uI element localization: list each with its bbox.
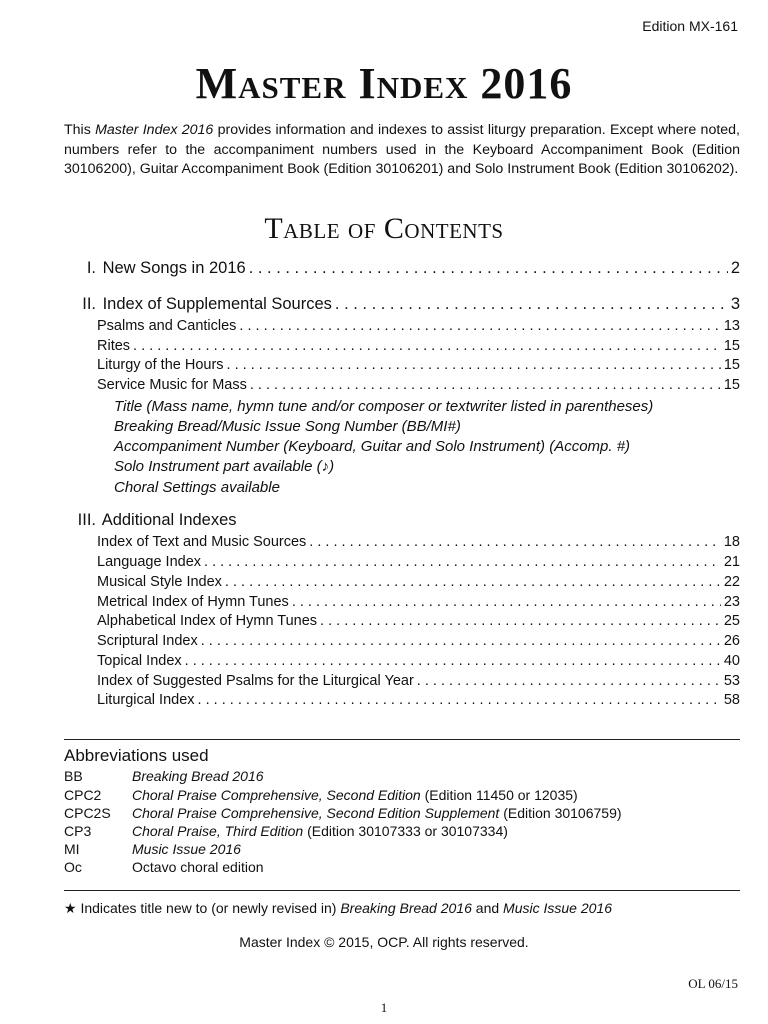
toc-entry-rites[interactable] bbox=[97, 338, 740, 354]
abbreviation-title: Breaking Bread 2016 bbox=[132, 768, 264, 784]
toc-entry-label: Alphabetical Index of Hymn Tunes bbox=[97, 613, 318, 629]
intro-text-2: provides information and indexes to assist liturgy preparation. Except where noted, numbers refer to the accompaniment numbers used in the Keyboard Accompaniment Book (Edition 30106200), Guitar Accompaniment Book (Edition 30106201) and Solo Instrument Book (Edition 30106202). bbox=[64, 122, 741, 178]
divider-top bbox=[64, 739, 740, 740]
abbreviation-desc bbox=[132, 841, 241, 857]
abbreviation-desc bbox=[132, 859, 264, 875]
section-label: New Songs in 2016 bbox=[102, 259, 246, 277]
section-number: II. bbox=[82, 295, 96, 313]
leader-dots bbox=[309, 534, 721, 550]
abbreviation-title: Music Issue 2016 bbox=[132, 841, 241, 857]
section-number: I. bbox=[86, 259, 96, 277]
toc-entry-liturgical-index[interactable] bbox=[97, 692, 740, 708]
page-ref: 3 bbox=[730, 295, 740, 313]
toc-entry-service-music[interactable] bbox=[97, 377, 740, 393]
abbreviation-row bbox=[64, 823, 508, 839]
section-label: Additional Indexes bbox=[101, 511, 237, 529]
toc-entry-alphabetical-hymn-tunes[interactable] bbox=[97, 613, 740, 629]
service-music-note-choral: Choral Settings available bbox=[114, 479, 280, 496]
page-ref: 40 bbox=[723, 653, 740, 669]
footnote-text-1: Indicates title new to (or newly revised in) bbox=[76, 900, 341, 916]
page-ref: 23 bbox=[723, 594, 740, 610]
toc-entry-suggested-psalms[interactable] bbox=[97, 673, 740, 689]
leader-dots bbox=[185, 653, 721, 669]
abbreviation-desc bbox=[132, 768, 264, 784]
new-title-footnote bbox=[64, 900, 612, 917]
toc-entry-label: Language Index bbox=[97, 554, 202, 570]
toc-entry-metrical-index[interactable] bbox=[97, 594, 740, 610]
leader-dots bbox=[250, 377, 721, 393]
service-music-note-accompaniment: Accompaniment Number (Keyboard, Guitar and Solo Instrument) (Accomp. #) bbox=[114, 438, 631, 455]
toc-entry-label: Liturgical Index bbox=[97, 692, 195, 708]
abbreviation-row bbox=[64, 859, 264, 875]
abbreviation-desc bbox=[132, 823, 508, 839]
toc-entry-label: Index of Suggested Psalms for the Liturgical Year bbox=[97, 673, 414, 689]
leader-dots bbox=[225, 574, 721, 590]
abbreviation-row bbox=[64, 768, 264, 784]
abbreviation-code: CP3 bbox=[64, 823, 92, 839]
page-number: 1 bbox=[380, 1000, 388, 1015]
section-label: Index of Supplemental Sources bbox=[102, 295, 332, 313]
leader-dots bbox=[335, 295, 728, 314]
abbreviation-extra: Octavo choral edition bbox=[132, 859, 264, 875]
page-ref: 22 bbox=[723, 574, 740, 590]
leader-dots bbox=[133, 338, 721, 354]
page-ref: 21 bbox=[723, 554, 740, 570]
toc-entry-label: Scriptural Index bbox=[97, 633, 198, 649]
abbreviation-code: Oc bbox=[64, 859, 82, 875]
intro-italic-title: Master Index 2016 bbox=[95, 122, 214, 138]
toc-entry-label: Metrical Index of Hymn Tunes bbox=[97, 594, 289, 610]
abbreviation-title: Choral Praise Comprehensive, Second Edition bbox=[132, 787, 421, 803]
leader-dots bbox=[320, 613, 721, 629]
toc-entry-label: Musical Style Index bbox=[97, 574, 222, 590]
divider-bottom bbox=[64, 890, 740, 891]
copyright-notice: Master Index © 2015, OCP. All rights reserved. bbox=[239, 934, 529, 950]
abbreviation-title: Choral Praise Comprehensive, Second Edition Supplement bbox=[132, 805, 500, 821]
leader-dots bbox=[204, 554, 721, 570]
footnote-text-2: and bbox=[471, 900, 504, 916]
footnote-italic-2: Music Issue 2016 bbox=[503, 900, 612, 916]
abbreviation-code: CPC2 bbox=[64, 787, 102, 803]
toc-entry-topical-index[interactable] bbox=[97, 653, 740, 669]
toc-entry-label bbox=[64, 295, 335, 314]
toc-entry-text-music-sources[interactable] bbox=[97, 534, 740, 550]
toc-entry-label: Rites bbox=[97, 338, 131, 354]
abbreviation-row bbox=[64, 787, 578, 803]
intro-text-1: This bbox=[64, 122, 96, 138]
abbreviation-title: Choral Praise, Third Edition bbox=[132, 823, 304, 839]
abbreviation-row bbox=[64, 841, 241, 857]
footnote-italic-1: Breaking Bread 2016 bbox=[340, 900, 472, 916]
toc-entry-liturgy-hours[interactable] bbox=[97, 357, 740, 373]
leader-dots bbox=[239, 318, 720, 334]
toc-entry-label: Psalms and Canticles bbox=[97, 318, 237, 334]
toc-entry-new-songs[interactable] bbox=[64, 259, 740, 278]
edition-number: Edition MX-161 bbox=[642, 18, 738, 34]
page-ref: 25 bbox=[723, 613, 740, 629]
document-code: OL 06/15 bbox=[688, 976, 738, 991]
toc-entry-musical-style[interactable] bbox=[97, 574, 740, 590]
toc-entry-label bbox=[64, 259, 249, 278]
page-ref: 15 bbox=[723, 357, 740, 373]
page-title: Master Index 2016 bbox=[195, 59, 573, 108]
toc-entry-label: Index of Text and Music Sources bbox=[97, 534, 307, 550]
abbreviations-heading: Abbreviations used bbox=[64, 746, 209, 765]
leader-dots bbox=[201, 633, 721, 649]
toc-entry-language-index[interactable] bbox=[97, 554, 740, 570]
abbreviation-extra: (Edition 30106759) bbox=[499, 805, 622, 821]
service-music-note-title: Title (Mass name, hymn tune and/or composer or textwriter listed in parentheses) bbox=[114, 398, 654, 415]
abbreviation-row bbox=[64, 805, 622, 821]
toc-entry-label: Service Music for Mass bbox=[97, 377, 247, 393]
toc-entry-additional-indexes[interactable] bbox=[64, 511, 237, 530]
abbreviation-desc bbox=[132, 787, 578, 803]
section-number: III. bbox=[77, 511, 96, 529]
star-icon: ★ bbox=[64, 900, 77, 916]
leader-dots bbox=[227, 357, 721, 373]
abbreviation-code: BB bbox=[64, 768, 83, 784]
leader-dots bbox=[249, 259, 728, 278]
toc-entry-label: Liturgy of the Hours bbox=[97, 357, 224, 373]
page-ref: 15 bbox=[723, 338, 740, 354]
page-ref: 26 bbox=[723, 633, 740, 649]
toc-entry-psalms-canticles[interactable] bbox=[97, 318, 740, 334]
page-ref: 2 bbox=[730, 259, 740, 277]
leader-dots bbox=[417, 673, 721, 689]
toc-title: Table of Contents bbox=[264, 212, 504, 245]
abbreviation-extra: (Edition 11450 or 12035) bbox=[420, 787, 578, 803]
page-ref: 13 bbox=[723, 318, 740, 334]
service-music-note-solo: Solo Instrument part available (♪) bbox=[114, 458, 335, 475]
abbreviation-extra: (Edition 30107333 or 30107334) bbox=[303, 823, 508, 839]
page-ref: 18 bbox=[723, 534, 740, 550]
page-ref: 53 bbox=[723, 673, 740, 689]
leader-dots bbox=[292, 594, 721, 610]
toc-entry-supplemental-sources[interactable] bbox=[64, 295, 740, 314]
page-ref: 15 bbox=[723, 377, 740, 393]
service-music-note-song-number: Breaking Bread/Music Issue Song Number (BB/MI#) bbox=[114, 418, 461, 435]
abbreviation-desc bbox=[132, 805, 622, 821]
page-ref: 58 bbox=[723, 692, 740, 708]
intro-paragraph bbox=[64, 121, 740, 180]
toc-entry-scriptural-index[interactable] bbox=[97, 633, 740, 649]
leader-dots bbox=[198, 692, 721, 708]
abbreviation-code: MI bbox=[64, 841, 80, 857]
toc-entry-label: Topical Index bbox=[97, 653, 182, 669]
abbreviation-code: CPC2S bbox=[64, 805, 111, 821]
